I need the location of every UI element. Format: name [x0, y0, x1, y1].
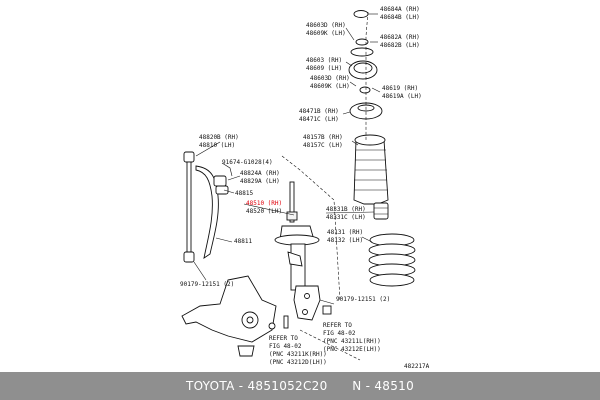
label-91674: 91674-G1028(4): [222, 159, 273, 166]
label-48603d-top: 48603D (RH): [306, 22, 346, 29]
ref-note-2-line4: (PNC 43212E(LH)): [323, 346, 381, 353]
label-48684a: 48684A (RH): [380, 6, 420, 13]
label-48815: 48815: [235, 190, 254, 197]
label-48829a: 48829A (LH): [240, 178, 280, 185]
bump-stopper: [374, 203, 388, 219]
label-48603: 48603 (RH): [306, 57, 343, 64]
label-48510-highlight: 48510 (RH): [246, 200, 283, 207]
dust-boot: [354, 135, 388, 204]
label-48609: 48609 (LH): [306, 65, 343, 72]
label-48331c: 48331C (LH): [326, 214, 366, 221]
label-48682a: 48682A (RH): [380, 34, 420, 41]
nut: [323, 306, 331, 314]
ref-note-2-line2: FIG 48-02: [323, 330, 356, 337]
upper-mount-stack: [349, 11, 382, 120]
stabilizer-bar: [196, 166, 228, 258]
stabilizer-link: [184, 152, 194, 262]
ref-note-2-line3: (PNC 43211L(RH)): [323, 338, 381, 345]
label-90179-right: 90179-12151 (2): [336, 296, 391, 303]
diagram-code: 482217A: [404, 363, 430, 370]
label-48157c: 48157C (LH): [303, 142, 343, 149]
ref-note-2-line1: REFER TO: [323, 322, 352, 329]
footer-brand: TOYOTA: [185, 379, 235, 393]
label-48520: 48520 (LH): [246, 208, 283, 215]
label-48471b: 48471B (RH): [299, 108, 339, 115]
label-48609k: 48609K (LH): [310, 83, 350, 90]
label-48471c: 48471C (LH): [299, 116, 339, 123]
label-48132: 48132 (LH): [327, 237, 364, 244]
label-48331b: 48331B (RH): [326, 206, 366, 213]
label-48811: 48811: [234, 238, 253, 245]
footer-sep-1: -: [234, 379, 248, 393]
label-48131: 48131 (RH): [327, 229, 364, 236]
label-48824a: 48824A (RH): [240, 170, 280, 177]
label-48609k-top: 48609K (LH): [306, 30, 346, 37]
label-48820b: 48820B (RH): [199, 134, 239, 141]
ref-note-1-line2: FIG 48-02: [269, 343, 302, 350]
ref-note-1-line4: (PNC 43212D(LH)): [269, 359, 327, 366]
label-48603d: 48603D (RH): [310, 75, 350, 82]
label-48682b: 48682B (LH): [380, 42, 420, 49]
footer-ref: N - 48510: [352, 379, 415, 393]
ref-note-1-line1: REFER TO: [269, 335, 298, 342]
ref-note-1-line3: (PNC 43211K(RH)): [269, 351, 327, 358]
label-90179-left: 90179-12151 (2): [180, 281, 235, 288]
label-48810: 48810 (LH): [199, 142, 236, 149]
label-48157b: 48157B (RH): [303, 134, 343, 141]
footer-bar: [0, 372, 600, 400]
label-48619a: 48619A (LH): [382, 93, 422, 100]
footer-gap: [328, 379, 353, 393]
footer-part-number: 4851052C20: [247, 379, 328, 393]
coil-spring: [369, 234, 415, 286]
label-48619: 48619 (RH): [382, 85, 419, 92]
label-48684b: 48684B (LH): [380, 14, 420, 21]
